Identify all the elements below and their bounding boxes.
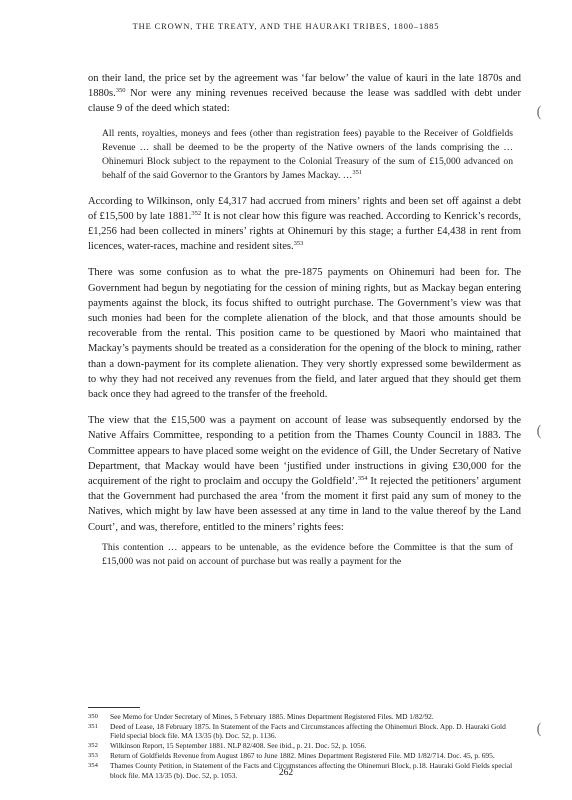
margin-bracket-mark: ( [536,103,542,121]
margin-bracket-mark: ( [536,720,542,738]
running-head: THE CROWN, THE TREATY, AND THE HAURAKI TRIBES, 1800–1885 [132,22,440,31]
paragraph-2: According to Wilkinson, only £4,317 had accrued from miners’ rights and been set off against a debt of £15,500 by late 1881.$^{352}$ It is not clear how this figure was reached. According to Kenrick’s records, £1,256 had been collected in miners’ rights at Ohinemuri by this stage; a further £4,438 in rent from licences, water-races, machine and resident sites.$^{353}$ [88,195,521,253]
footnote-354: 354 Thames County Petition, in Statement of the Facts and Circumstances affecting the Ohinemuri Block, p.18. Hauraki Gold Fields special block file. MA 13/35 (b). Doc. 52, p. 1053. [88,761,513,780]
footnote-352: 352 Wilkinson Report, 15 September 1881. NLP 82/408. See ibid., p. 21. Doc. 52, p. 1056. [88,741,367,751]
footnote-ref-351[interactable]: 351 [352,168,363,176]
block-quote-deed: All rents, royalties, moneys and fees (other than registration fees) payable to the Receiver of Goldfields Revenue … shall be deemed to be the property of the Native owners of the lands comprising the … Ohinemuri Block subject to the repayment to the Colonial Treasury of the sum of £15,000 advanced on behalf of the said Governor to the Grantors by James Mackay. …$^{351}$ [102,127,513,181]
main-text [88,71,521,580]
footnote-divider [88,707,140,708]
footnote-ref-352[interactable]: 352 [191,209,202,217]
footnote-353: 353 Return of Goldfields Revenue from August 1867 to June 1882. Mines Department Registered File. MD 1/82/714. Doc. 45, p. 695. [88,751,495,761]
margin-bracket-mark: ( [536,422,542,440]
page-number: 262 [278,768,294,778]
footnote-ref-350[interactable]: 350 [115,87,126,95]
footnote-351: 351 Deed of Lease, 18 February 1875. In Statement of the Facts and Circumstances affecting the Ohinemuri Block. App. D. Hauraki Gold Field special block file. MA 13/35 (b). Doc. 52, p. 1136. [88,722,506,741]
block-quote-committee: This contention … appears to be untenable, as the evidence before the Committee is that the sum of £15,000 was not paid on account of purchase but was really a payment for the [102,541,513,567]
paragraph-1: on their land, the price set by the agreement was ‘far below’ the value of kauri in the late 1870s and 1880s.$^{350}$ Nor were any mining revenues received because the lease was saddled with debt under clause 9 of the deed which stated: [88,73,521,115]
footnote-350: 350 See Memo for Under Secretary of Mines, 5 February 1885. Mines Department Registered Files. MD 1/82/92. [88,712,434,721]
paragraph-3: There was some confusion as to what the pre-1875 payments on Ohinemuri had been for. The Government had begun by negotiating for the cession of mining rights, but as Mackay began entering payments against the block, its focus shifted to outright purchase. The Government’s view was that such monies had been for the complete alienation of the block, and that those amounts should be recoverable from the rental. This position came to be questioned by Maori who maintained that Mackay’s payments should be treated as a consideration for the opening of the block to mining, rather than a down-payment for its complete alienation. They very shortly expressed some bewilderment as to why they had not received any revenues from the field, and later argued that they should get them back once they had agreed to the transfer of the freehold. [88,267,521,401]
footnote-ref-354[interactable]: 354 [357,475,368,483]
paragraph-4: The view that the £15,500 was a payment on account of lease was subsequently endorsed by the Native Affairs Committee, responding to a petition from the Thames County Council in 1883. The Committee appears to have placed some weight on the evidence of Gill, the Under Secretary of Native Department, that Mackay would have been ‘justified under instructions in giving £30,000 for the acquirement of the right to proclaim and occupy the Goldfield’.$^{354}$ It rejected the petitioners’ argument that the Government had purchased the area ‘from the moment it first paid any sum of money to the Natives, which might by law have been assessed at any time in land to the value thereof by the Land Court’, and was, therefore, entitled to the miners’ rights fees: [88,415,521,533]
footnote-ref-353[interactable]: 353 [293,240,304,248]
